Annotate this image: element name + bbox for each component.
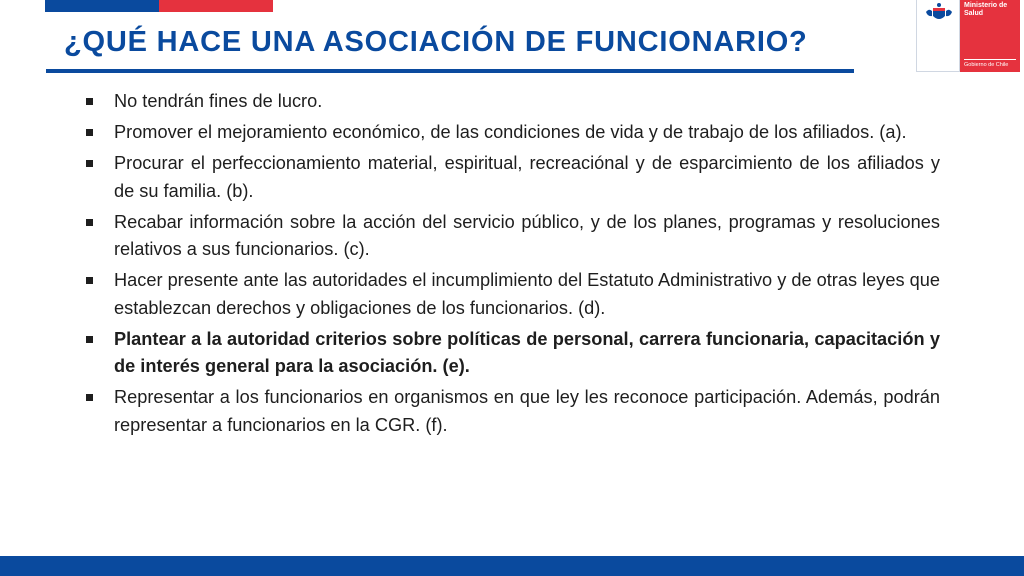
bullet-text: No tendrán fines de lucro. xyxy=(114,91,323,111)
logo-ministry-line1: Ministerio de xyxy=(964,2,1008,9)
footer-bar xyxy=(0,556,1024,576)
logo-ministry-name xyxy=(964,2,1007,18)
slide-title: ¿QUÉ HACE UNA ASOCIACIÓN DE FUNCIONARIO? xyxy=(64,26,808,58)
square-bullet-icon xyxy=(86,98,93,105)
stripe-red xyxy=(159,0,273,12)
coat-of-arms-icon xyxy=(923,2,955,24)
square-bullet-icon xyxy=(86,219,93,226)
ministry-logo xyxy=(916,0,1020,72)
bullet-text: Plantear a la autoridad criterios sobre políticas de personal, carrera funcionaria, capacitación y de interés general para la asociación. (e). xyxy=(114,328,940,376)
square-bullet-icon xyxy=(86,160,93,167)
square-bullet-icon xyxy=(86,336,93,343)
stripe-blue xyxy=(45,0,159,12)
square-bullet-icon xyxy=(86,394,93,401)
bullet-text: Hacer presente ante las autoridades el incumplimiento del Estatuto Administrativo y de otras leyes que establezcan derechos y obligaciones de los funcionarios. (d). xyxy=(114,270,940,318)
bullet-item-emphasized xyxy=(86,326,940,381)
bullet-item xyxy=(86,209,940,264)
logo-text-panel xyxy=(960,0,1020,72)
bullet-text: Representar a los funcionarios en organismos en que ley les reconoce participación. Además, podrán representar a funcionarios en la CGR. (f). xyxy=(114,387,940,435)
top-flag-stripe xyxy=(45,0,273,12)
bullet-item xyxy=(86,150,940,205)
logo-crest-panel xyxy=(916,0,960,72)
logo-government: Gobierno de Chile xyxy=(964,62,1009,68)
square-bullet-icon xyxy=(86,129,93,136)
bullet-list xyxy=(86,88,940,443)
logo-divider xyxy=(964,59,1016,60)
bullet-text: Promover el mejoramiento económico, de las condiciones de vida y de trabajo de los afiliados. (a). xyxy=(114,122,907,142)
bullet-text: Recabar información sobre la acción del servicio público, y de los planes, programas y resoluciones relativos a sus funcionarios. (c). xyxy=(114,211,940,259)
title-underline xyxy=(46,69,854,73)
logo-ministry-line2: Salud xyxy=(964,10,984,17)
bullet-item xyxy=(86,88,940,116)
bullet-item xyxy=(86,267,940,322)
square-bullet-icon xyxy=(86,277,93,284)
bullet-item xyxy=(86,384,940,439)
bullet-item xyxy=(86,119,940,147)
bullet-text: Procurar el perfeccionamiento material, espiritual, recreaciónal y de esparcimiento de los afiliados y de su familia. (b). xyxy=(114,153,940,201)
